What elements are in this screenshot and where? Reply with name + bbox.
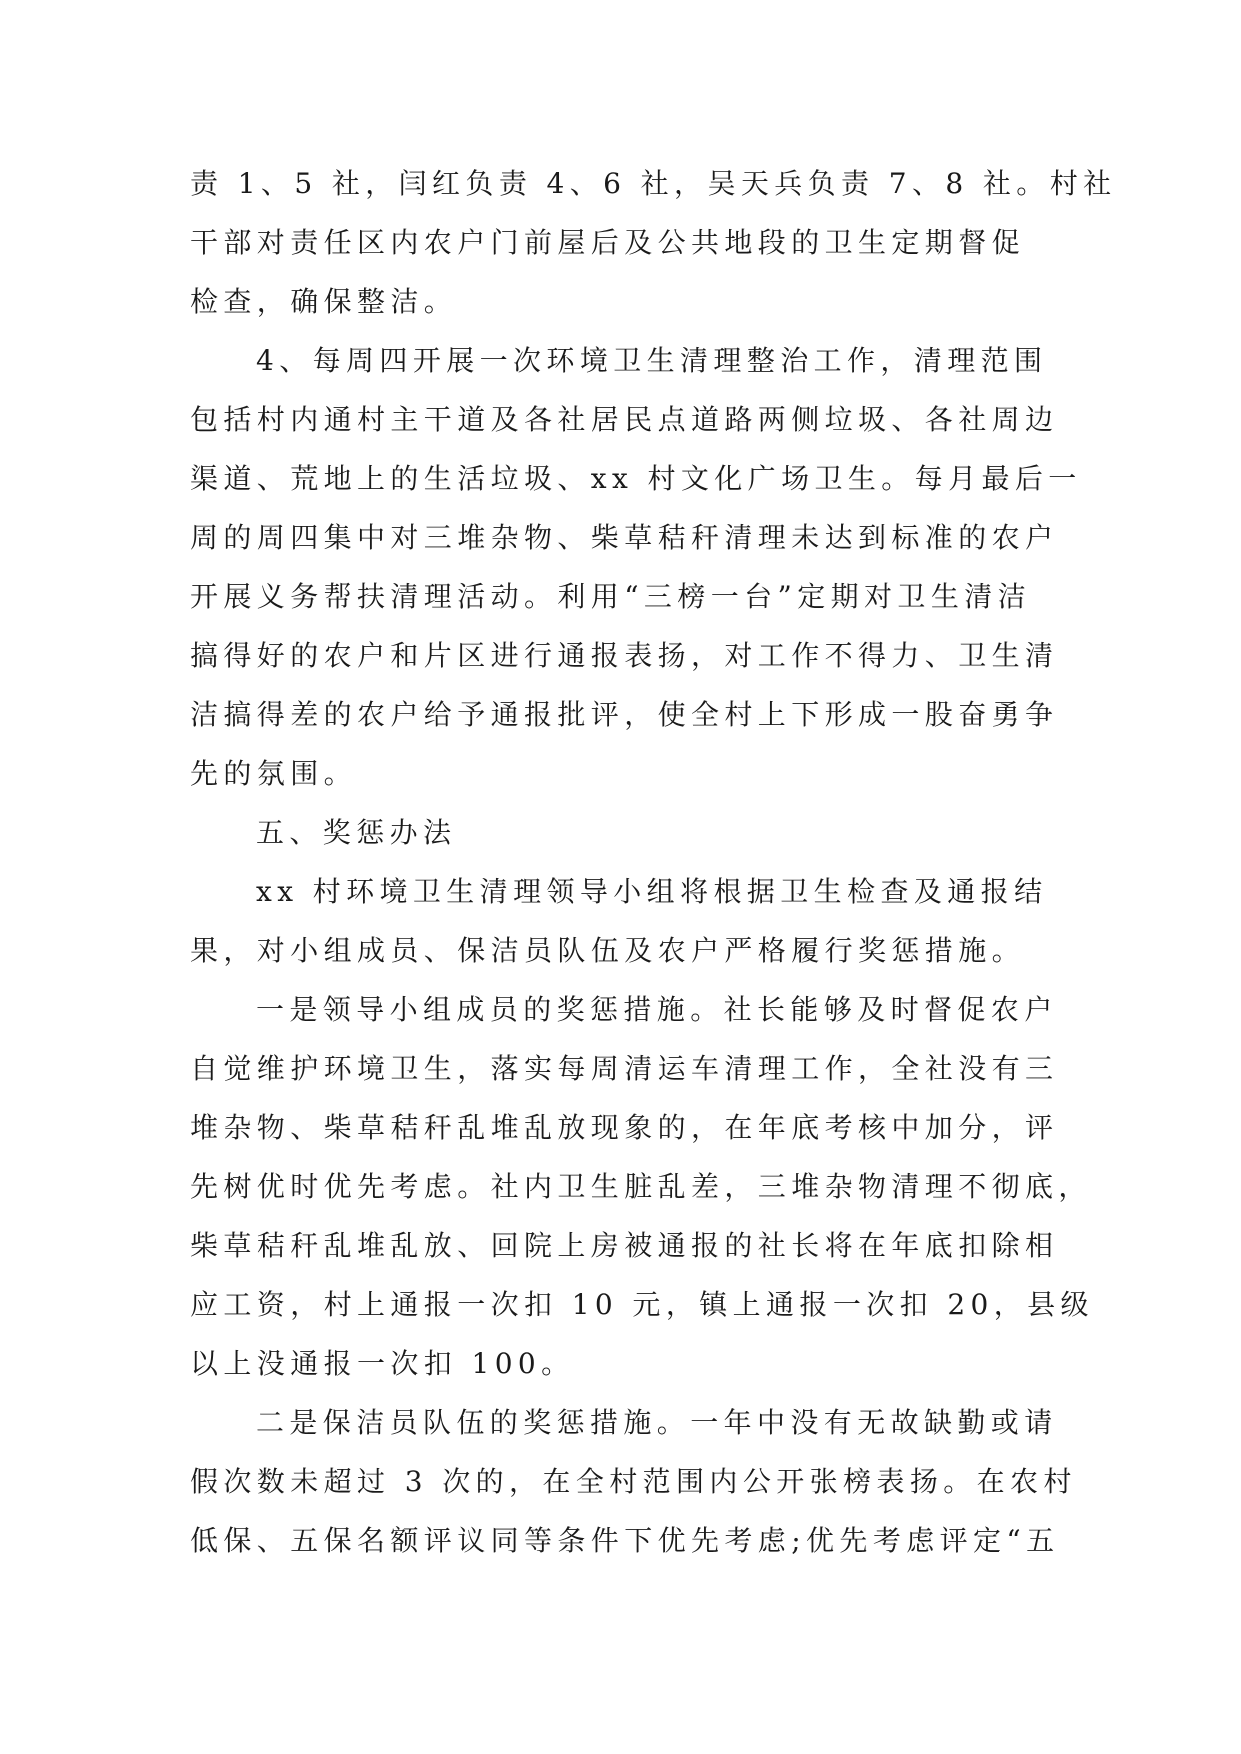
text-line: 周的周四集中对三堆杂物、柴草秸秆清理未达到标准的农户 — [190, 521, 1059, 554]
text-line: 责 1、5 社，闫红负责 4、6 社，吴天兵负责 7、8 社。村社 — [190, 167, 1117, 200]
text-line: 假次数未超过 3 次的，在全村范围内公开张榜表扬。在农村 — [190, 1465, 1077, 1498]
text-line: 自觉维护环境卫生，落实每周清运车清理工作，全社没有三 — [190, 1052, 1059, 1085]
text-line: 二是保洁员队伍的奖惩措施。一年中没有无故缺勤或请 — [256, 1406, 1058, 1439]
text-line: 堆杂物、柴草秸秆乱堆乱放现象的，在年底考核中加分，评 — [190, 1111, 1059, 1144]
text-line: 五、奖惩办法 — [256, 816, 457, 849]
text-line: 包括村内通村主干道及各社居民点道路两侧垃圾、各社周边 — [190, 403, 1059, 436]
text-line: 干部对责任区内农户门前屋后及公共地段的卫生定期督促 — [190, 226, 1026, 259]
text-line: 先的氛围。 — [190, 757, 358, 790]
text-line: xx 村环境卫生清理领导小组将根据卫生检查及通报结 — [256, 875, 1048, 908]
text-line: 先树优时优先考虑。社内卫生脏乱差，三堆杂物清理不彻底， — [190, 1170, 1092, 1203]
document-body — [190, 154, 1117, 1570]
text-line: 柴草秸秆乱堆乱放、回院上房被通报的社长将在年底扣除相 — [190, 1229, 1059, 1262]
text-line: 检查，确保整洁。 — [190, 285, 458, 318]
text-line: 4、每周四开展一次环境卫生清理整治工作，清理范围 — [256, 344, 1048, 377]
text-line: 一是领导小组成员的奖惩措施。社长能够及时督促农户 — [256, 993, 1058, 1026]
text-line: 渠道、荒地上的生活垃圾、xx 村文化广场卫生。每月最后一 — [190, 462, 1082, 495]
text-line: 低保、五保名额评议同等条件下优先考虑;优先考虑评定“五 — [190, 1524, 1060, 1557]
text-line: 应工资，村上通报一次扣 10 元，镇上通报一次扣 20，县级 — [190, 1288, 1094, 1321]
text-line: 以上没通报一次扣 100。 — [190, 1347, 575, 1380]
text-line: 开展义务帮扶清理活动。利用“三榜一台”定期对卫生清洁 — [190, 580, 1032, 613]
text-line: 洁搞得差的农户给予通报批评，使全村上下形成一股奋勇争 — [190, 698, 1059, 731]
text-line: 搞得好的农户和片区进行通报表扬，对工作不得力、卫生清 — [190, 639, 1059, 672]
text-line: 果，对小组成员、保洁员队伍及农户严格履行奖惩措施。 — [190, 934, 1026, 967]
